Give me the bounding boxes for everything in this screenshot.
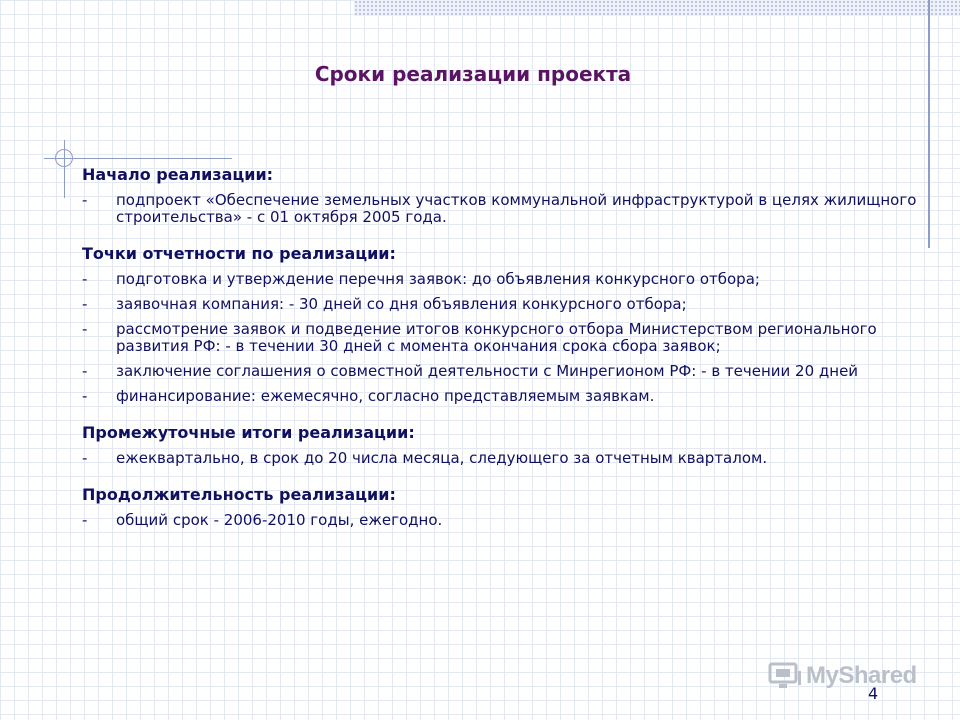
item-text: заключение соглашения о совместной деятельности с Минрегионом РФ: - в течении 20 дней — [116, 362, 859, 380]
item-text: подготовка и утверждение перечня заявок: до объявления конкурсного отбора; — [116, 270, 760, 288]
list-item — [82, 363, 922, 380]
bullet-list — [82, 512, 922, 529]
list-item — [82, 450, 922, 467]
bullet-dash: - — [82, 191, 88, 209]
watermark-logo — [768, 656, 928, 696]
bullet-dash: - — [82, 511, 88, 529]
list-item — [82, 321, 922, 355]
item-text: рассмотрение заявок и подведение итогов конкурсного отбора Министерством регионального развития РФ: - в течении 30 дней с момента окончания срока сбора заявок; — [116, 320, 877, 355]
section-reporting-points — [82, 243, 922, 405]
section-heading: Начало реализации: — [82, 165, 274, 184]
bullet-dash: - — [82, 449, 88, 467]
bullet-dash: - — [82, 295, 88, 313]
section-duration — [82, 484, 922, 529]
section-interim-results — [82, 422, 922, 467]
item-text: ежеквартально, в срок до 20 числа месяца, следующего за отчетным кварталом. — [116, 449, 768, 467]
item-text: заявочная компания: - 30 дней со дня объявления конкурсного отбора; — [116, 295, 687, 313]
decor-circle — [55, 149, 73, 167]
section-start — [82, 164, 922, 226]
item-text: общий срок - 2006-2010 годы, ежегодно. — [116, 511, 443, 529]
bullet-dash: - — [82, 270, 88, 288]
monitor-logo-icon — [768, 661, 802, 691]
list-item — [82, 388, 922, 405]
top-decor-band — [354, 0, 960, 16]
section-heading: Промежуточные итоги реализации: — [82, 423, 415, 442]
bullet-list — [82, 192, 922, 226]
list-item — [82, 512, 922, 529]
watermark-text: MyShared — [806, 662, 917, 689]
list-item — [82, 192, 922, 226]
item-text: подпроект «Обеспечение земельных участков коммунальной инфраструктурой в целях жилищного строительства» - с 01 октября 2005 года. — [116, 191, 917, 226]
bullet-dash: - — [82, 387, 88, 405]
slide-title: Сроки реализации проекта — [314, 62, 632, 86]
list-item — [82, 296, 922, 313]
section-heading: Продолжительность реализации: — [82, 485, 396, 504]
section-heading: Точки отчетности по реализации: — [82, 244, 396, 263]
page-number: 4 — [868, 684, 879, 703]
bullet-list — [82, 271, 922, 405]
item-text: финансирование: ежемесячно, согласно представляемым заявкам. — [116, 387, 655, 405]
slide-content — [82, 164, 922, 546]
list-item — [82, 271, 922, 288]
bullet-dash: - — [82, 362, 88, 380]
bullet-list — [82, 450, 922, 467]
bullet-dash: - — [82, 320, 88, 338]
right-vertical-line — [928, 0, 930, 248]
